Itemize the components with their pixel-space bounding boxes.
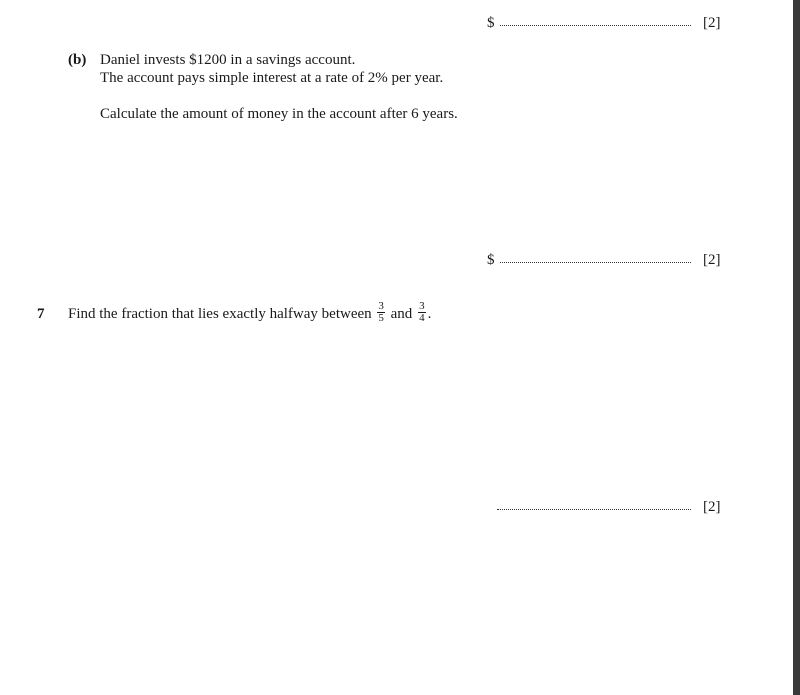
part-b-line-2: The account pays simple interest at a rate of 2% per year.: [100, 70, 444, 86]
fraction-denominator: 5: [378, 312, 384, 325]
answer-line-question-7: [487, 498, 727, 518]
marks-label: [2]: [703, 15, 721, 31]
question-7-text: [68, 299, 431, 329]
question-7-number: 7: [37, 306, 45, 322]
answer-line-part-a: [487, 14, 727, 34]
currency-prefix: $: [487, 15, 495, 31]
answer-dotted-line[interactable]: [497, 509, 691, 510]
answer-dotted-line[interactable]: [500, 25, 691, 26]
part-b-line-1: Daniel invests $1200 in a savings account.: [100, 52, 356, 68]
fraction-three-quarters: [418, 301, 426, 324]
question-7-text-before: Find the fraction that lies exactly halfway between: [68, 306, 372, 322]
marks-label: [2]: [703, 499, 721, 515]
fraction-numerator: 3: [378, 300, 384, 313]
answer-line-part-b: [487, 251, 727, 271]
part-b-label: (b): [68, 52, 87, 68]
question-7-end: .: [427, 306, 432, 322]
question-7-and: and: [390, 306, 413, 322]
window-edge: [793, 0, 800, 695]
fraction-numerator: 3: [419, 300, 425, 313]
fraction-denominator: 4: [419, 312, 425, 325]
fraction-three-fifths: [377, 301, 385, 324]
answer-dotted-line[interactable]: [500, 262, 691, 263]
part-b-line-3: Calculate the amount of money in the account after 6 years.: [100, 106, 458, 122]
currency-prefix: $: [487, 252, 495, 268]
marks-label: [2]: [703, 252, 721, 268]
